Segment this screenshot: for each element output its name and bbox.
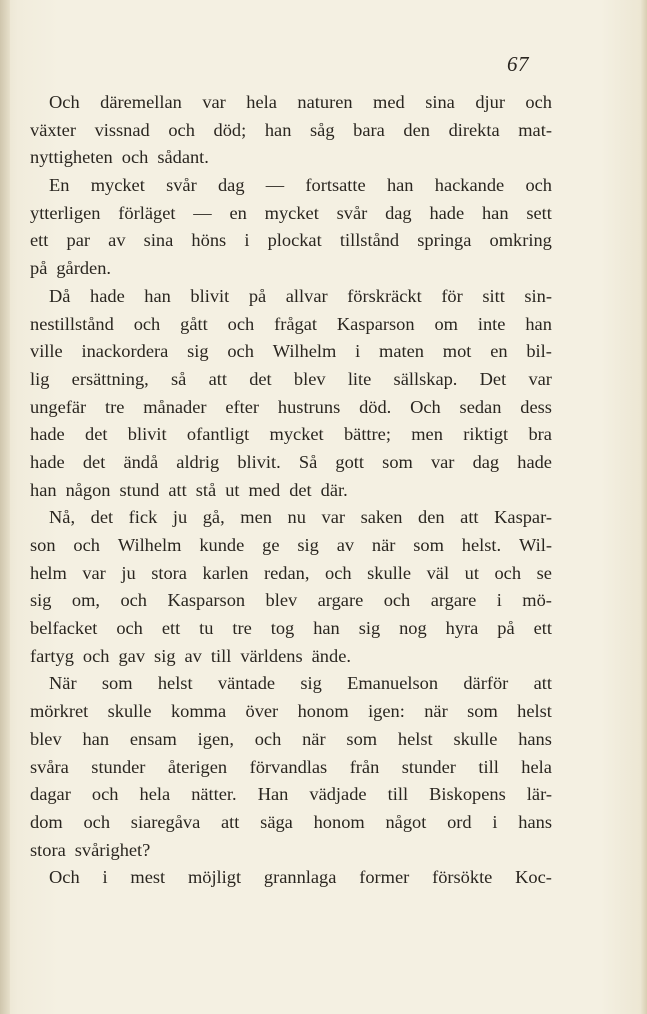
word: blev xyxy=(265,590,298,611)
word: dagar xyxy=(30,784,71,805)
word: lig xyxy=(30,368,50,389)
word: ensam xyxy=(129,728,177,749)
word: och xyxy=(73,535,100,555)
word: och xyxy=(227,341,254,362)
word: förläget xyxy=(118,202,176,223)
word: hela xyxy=(521,756,552,777)
word: ungefär xyxy=(30,396,87,417)
word: former xyxy=(359,867,410,888)
word: sett xyxy=(526,202,552,223)
word: ände. xyxy=(311,645,351,666)
word: väl xyxy=(426,562,450,583)
word: hans xyxy=(518,728,552,749)
word: ge xyxy=(262,535,280,555)
word: att xyxy=(221,811,240,832)
word: som xyxy=(101,673,133,694)
text-line xyxy=(30,643,552,671)
word: var xyxy=(321,507,345,528)
word: med xyxy=(373,92,405,112)
word: tog xyxy=(270,618,295,639)
word: på xyxy=(497,618,515,639)
word: så xyxy=(171,368,187,389)
word: säga xyxy=(260,811,293,832)
word: aldrig xyxy=(176,451,220,472)
word: som xyxy=(346,728,378,749)
word: komma xyxy=(170,701,227,722)
word: svår xyxy=(166,175,197,196)
text-line xyxy=(30,172,552,200)
word: det xyxy=(90,507,114,528)
word: inte xyxy=(477,313,506,334)
word: mest xyxy=(130,867,166,888)
page-number: 67 xyxy=(507,52,529,76)
word: argare xyxy=(317,590,364,611)
word: fartyg xyxy=(30,645,74,666)
word: hade xyxy=(30,424,65,445)
word: för xyxy=(441,285,463,306)
text-line xyxy=(30,560,552,588)
word: mat- xyxy=(518,119,552,140)
word: inackordera xyxy=(81,341,169,362)
word: dag xyxy=(385,202,412,223)
word: han xyxy=(313,618,340,639)
word: När xyxy=(49,673,77,694)
word: vädjade xyxy=(309,784,367,805)
text-line xyxy=(30,449,552,477)
word: död; xyxy=(213,119,247,140)
word: växter xyxy=(30,119,76,140)
word: mycket xyxy=(264,202,319,223)
word: däremellan xyxy=(100,92,182,112)
word: ytterligen xyxy=(30,202,101,223)
word: nätter. xyxy=(191,784,237,805)
word: sina xyxy=(143,230,174,251)
word: möjligt xyxy=(187,867,242,888)
word: plockat xyxy=(267,230,322,251)
word: kunde xyxy=(199,535,245,555)
word: karlen xyxy=(202,562,249,583)
word: var xyxy=(430,451,455,472)
word: helm xyxy=(30,562,67,583)
word: väntade xyxy=(217,673,276,694)
word: den xyxy=(403,119,430,140)
word: försökte xyxy=(432,867,493,888)
word: världens xyxy=(240,645,303,666)
word: frågat xyxy=(274,313,317,334)
word: sedan xyxy=(459,396,502,417)
word: tre xyxy=(232,618,252,639)
word: Wil- xyxy=(518,535,552,555)
word: helst xyxy=(397,728,433,749)
word: gården. xyxy=(56,258,111,279)
word: över xyxy=(245,701,279,722)
word: bra xyxy=(528,424,552,445)
word: till xyxy=(210,645,232,666)
word: till xyxy=(387,784,409,805)
word: och xyxy=(116,618,143,639)
word: och xyxy=(325,562,352,583)
word: av xyxy=(336,535,355,555)
text-line xyxy=(30,89,552,117)
word: ett xyxy=(30,230,49,251)
word: sig xyxy=(297,535,319,555)
word: sina xyxy=(425,92,455,112)
word: sällskap. xyxy=(393,368,458,389)
word: allvar xyxy=(285,285,328,306)
word: son xyxy=(30,535,56,555)
word: Då xyxy=(49,285,71,306)
word: var xyxy=(82,562,106,583)
word: argare xyxy=(430,590,477,611)
text-line xyxy=(30,366,552,394)
word: Det xyxy=(479,368,507,389)
word: sig xyxy=(30,590,52,611)
word: hackande xyxy=(434,175,505,196)
word: han xyxy=(481,202,509,223)
word: Och xyxy=(49,92,80,112)
word: där. xyxy=(320,479,348,500)
word: Och xyxy=(49,867,80,888)
word: till xyxy=(478,756,499,777)
word: sin- xyxy=(524,285,552,306)
word: lär- xyxy=(526,784,552,805)
word: tillstånd xyxy=(339,230,400,251)
word: bättre; xyxy=(343,424,391,445)
word: en xyxy=(490,341,508,362)
word: det xyxy=(85,424,108,445)
word: se xyxy=(536,562,552,583)
word: ord xyxy=(447,811,472,832)
word: saken xyxy=(360,507,403,528)
text-line xyxy=(30,504,552,532)
word: En xyxy=(49,175,70,196)
word: Nå, xyxy=(49,507,76,528)
word: hade xyxy=(90,285,125,306)
word: och xyxy=(525,175,552,196)
word: någon xyxy=(65,479,111,500)
text-line xyxy=(30,338,552,366)
word: i xyxy=(492,811,498,832)
word: och xyxy=(227,313,255,334)
word: tu xyxy=(199,618,214,639)
word: i xyxy=(244,230,250,251)
word: naturen xyxy=(297,92,353,112)
word: nyttigheten xyxy=(30,147,113,168)
word: hade xyxy=(30,451,65,472)
word: svårighet? xyxy=(74,839,151,860)
word: riktigt xyxy=(463,424,509,445)
word: stå xyxy=(195,479,217,500)
word: Och xyxy=(410,396,441,417)
word: han xyxy=(82,728,110,749)
word: maten xyxy=(379,341,424,362)
word: i xyxy=(496,590,502,611)
word: gott xyxy=(335,451,365,472)
word: något xyxy=(385,811,427,832)
word: hade xyxy=(517,451,552,472)
word: sig xyxy=(358,618,381,639)
word: och xyxy=(82,645,110,666)
word: — xyxy=(193,202,212,223)
word: och xyxy=(383,590,411,611)
text-line xyxy=(30,587,552,615)
word: det xyxy=(289,479,312,500)
word: igen, xyxy=(197,728,234,749)
text-line xyxy=(30,726,552,754)
word: svår xyxy=(336,202,368,223)
page-spine-shadow xyxy=(0,0,10,1014)
word: tre xyxy=(105,396,125,417)
word: fortsatte xyxy=(305,175,366,196)
word: belfacket xyxy=(30,618,98,639)
word: och xyxy=(254,728,282,749)
word: hans xyxy=(518,811,552,832)
word: och xyxy=(91,784,119,805)
text-line xyxy=(30,837,552,865)
text-line xyxy=(30,255,552,283)
word: när xyxy=(302,728,326,749)
word: och xyxy=(168,119,195,140)
word: nestillstånd xyxy=(30,313,114,334)
word: svåra xyxy=(30,756,69,777)
word: gått xyxy=(180,313,208,334)
word: stund xyxy=(119,479,160,500)
text-line xyxy=(30,421,552,449)
word: men xyxy=(240,507,272,528)
word: återigen xyxy=(167,756,228,777)
word: ett xyxy=(533,618,552,639)
text-line xyxy=(30,809,552,837)
word: — xyxy=(265,175,285,196)
word: men xyxy=(411,424,443,445)
word: ersättning, xyxy=(71,368,149,389)
word: förskräckt xyxy=(347,285,422,306)
word: vissnad xyxy=(94,119,150,140)
word: djur xyxy=(475,92,505,112)
word: dess xyxy=(520,396,552,417)
word: helst xyxy=(157,673,193,694)
word: ju xyxy=(121,562,136,583)
word: när xyxy=(371,535,396,555)
word: springa xyxy=(417,230,472,251)
word: han xyxy=(30,479,57,500)
word: mö- xyxy=(522,590,552,611)
word: och xyxy=(525,92,552,112)
text-line xyxy=(30,283,552,311)
word: mycket xyxy=(269,424,324,445)
word: stora xyxy=(30,839,66,860)
word: Wilhelm xyxy=(117,535,182,555)
body-text xyxy=(30,89,552,892)
word: han xyxy=(386,175,414,196)
word: som xyxy=(467,701,498,722)
text-line xyxy=(30,200,552,228)
word: om xyxy=(434,313,458,334)
word: hela xyxy=(246,92,277,112)
text-line xyxy=(30,117,552,145)
word: från xyxy=(349,756,380,777)
word: och xyxy=(133,313,161,334)
word: den xyxy=(418,507,445,528)
word: det xyxy=(82,451,106,472)
text-line xyxy=(30,394,552,422)
word: Wilhelm xyxy=(272,341,337,362)
word: ville xyxy=(30,341,63,362)
word: Kasparson xyxy=(167,590,246,611)
word: han xyxy=(264,119,292,140)
word: mycket xyxy=(90,175,145,196)
word: när xyxy=(424,701,448,722)
word: på xyxy=(30,258,48,279)
word: ju xyxy=(172,507,188,528)
word: ofantligt xyxy=(186,424,250,445)
text-line xyxy=(30,864,552,892)
word: bil- xyxy=(526,341,552,362)
word: Han xyxy=(257,784,289,805)
word: att xyxy=(460,507,479,528)
word: efter xyxy=(225,396,260,417)
word: en xyxy=(229,202,247,223)
word: Emanuelson xyxy=(347,673,439,694)
word: dag xyxy=(472,451,500,472)
page-edge-shadow xyxy=(641,0,647,1014)
word: och xyxy=(121,147,149,168)
word: gav xyxy=(118,645,146,666)
word: mot xyxy=(442,341,472,362)
word: hela xyxy=(139,784,171,805)
word: helst xyxy=(517,701,552,722)
word: ändå xyxy=(123,451,159,472)
word: månader xyxy=(143,396,207,417)
word: på xyxy=(248,285,267,306)
text-line xyxy=(30,311,552,339)
word: bara xyxy=(353,119,385,140)
word: att xyxy=(533,673,552,694)
word: han xyxy=(525,313,552,334)
word: sig xyxy=(300,673,322,694)
word: av xyxy=(108,230,126,251)
word: lite xyxy=(347,368,372,389)
word: hade xyxy=(429,202,465,223)
word: som xyxy=(382,451,413,472)
word: och xyxy=(494,562,522,583)
word: det xyxy=(249,368,272,389)
word: han xyxy=(144,285,171,306)
word: såg xyxy=(310,119,335,140)
text-line xyxy=(30,781,552,809)
word: nu xyxy=(287,507,306,528)
word: blev xyxy=(30,728,62,749)
word: igen: xyxy=(368,701,405,722)
word: av xyxy=(184,645,202,666)
word: ett xyxy=(161,618,181,639)
word: ut xyxy=(464,562,479,583)
word: sitt xyxy=(482,285,505,306)
word: blivit xyxy=(127,424,167,445)
word: stunder xyxy=(401,756,456,777)
word: dom xyxy=(30,811,63,832)
word: honom xyxy=(313,811,365,832)
word: grannlaga xyxy=(263,867,337,888)
word: honom xyxy=(297,701,349,722)
word: stora xyxy=(151,562,187,583)
word: mörkret xyxy=(30,701,89,722)
word: skulle xyxy=(453,728,498,749)
text-line xyxy=(30,670,552,698)
word: hustruns xyxy=(277,396,341,417)
word: var xyxy=(528,368,552,389)
word: Kaspar- xyxy=(494,507,552,528)
word: direkta xyxy=(448,119,500,140)
word: omkring xyxy=(489,230,552,251)
word: stunder xyxy=(91,756,146,777)
word: om, xyxy=(71,590,101,611)
word: Så xyxy=(298,451,318,472)
word: hyra xyxy=(445,618,479,639)
word: att xyxy=(208,368,227,389)
word: höns xyxy=(191,230,227,251)
word: blev xyxy=(293,368,326,389)
word: sådant. xyxy=(157,147,209,168)
word: helst. xyxy=(461,535,502,555)
word: gå, xyxy=(202,507,225,528)
word: skulle xyxy=(107,701,152,722)
text-line xyxy=(30,754,552,782)
word: nog xyxy=(399,618,427,639)
word: därför xyxy=(463,673,509,694)
word: siaregåva xyxy=(130,811,201,832)
word: i xyxy=(102,867,108,888)
word: redan, xyxy=(264,562,310,583)
text-line xyxy=(30,144,552,172)
word: par xyxy=(66,230,91,251)
word: förvandlas xyxy=(249,756,328,777)
text-line xyxy=(30,532,552,560)
word: blivit xyxy=(190,285,230,306)
word: och xyxy=(120,590,148,611)
word: med xyxy=(248,479,281,500)
word: Koc- xyxy=(515,867,552,888)
word: dag xyxy=(217,175,245,196)
word: skulle xyxy=(367,562,412,583)
word: död. xyxy=(359,396,392,417)
word: i xyxy=(355,341,361,362)
word: ut xyxy=(225,479,240,500)
word: fick xyxy=(128,507,158,528)
word: sig xyxy=(154,645,176,666)
word: att xyxy=(168,479,187,500)
word: som xyxy=(413,535,444,555)
word: blivit. xyxy=(237,451,281,472)
text-line xyxy=(30,477,552,505)
word: sig xyxy=(187,341,209,362)
word: Kasparson xyxy=(336,313,415,334)
text-line xyxy=(30,698,552,726)
text-line xyxy=(30,227,552,255)
text-line xyxy=(30,615,552,643)
word: var xyxy=(202,92,226,112)
word: och xyxy=(83,811,111,832)
word: Biskopens xyxy=(429,784,506,805)
